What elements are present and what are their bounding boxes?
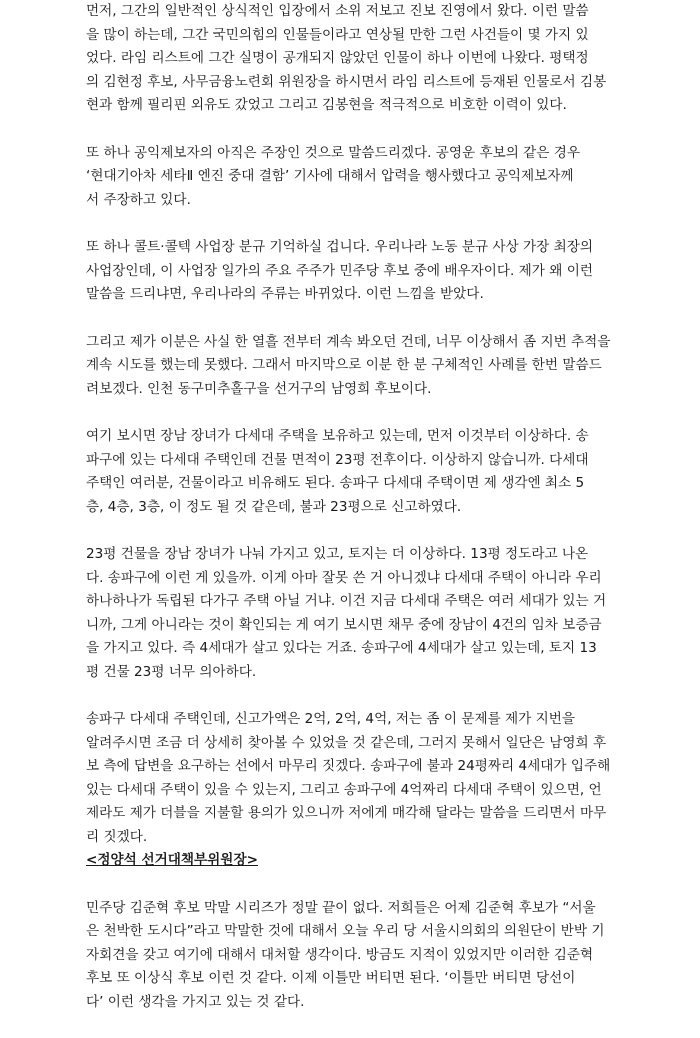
speaker-heading: <정양석 선거대책부위원장>: [86, 852, 258, 868]
document-page: [86, 0, 624, 1038]
paragraph-7: 송파구 다세대 주택인데, 신고가액은 2억, 2억, 4억, 저는 좀 이 문제를 제가 지번을 알려주시면 조금 더 상세히 찾아볼 수 있었을 것 같은데, 그러지 못해서 일단은 남영희 후 보 측에 답변을 요구하는 선에서 마무리 짓겠다. 송파구에 불과 24평짜리 4세대가 입주해 있는 다세대 주택이 있을 수 있는지, 그리고 송파구에 4억짜리 다세대 주택이 있으면, 언 제라도 제가 더블을 지불할 용의가 있으니까 저에게 매각해 달라는 말씀을 드리면서 마무 리 짓겠다.: [86, 711, 611, 845]
paragraph-3: 또 하나 콜트·콜텍 사업장 분규 기억하실 겁니다. 우리나라 노동 분규 사상 가장 최장의 사업장인데, 이 사업장 일가의 주요 주주가 민주당 후보 중에 배우자이다. 제가 왜 이런 말씀을 드리냐면, 우리나라의 주류는 바뀌었다. 이런 느낌을 받았다.: [86, 239, 593, 302]
paragraph-6: 23평 건물을 장남 장녀가 나눠 가지고 있고, 토지는 더 이상하다. 13평 정도라고 나온 다. 송파구에 이런 게 있을까. 이게 아마 잘못 쓴 거 아니겠냐 다세대 주택이 아니라 우리 하나하나가 독립된 다가구 주택 아닐 거냐. 이건 지금 다세대 주택은 여러 세대가 있는 거 니까, 그게 아니라는 것이 확인되는 게 여기 보시면 채무 중에 장남이 4건의 임차 보증금 을 가지고 있다. 즉 4세대가 살고 있다는 거죠. 송파구에 4세대가 살고 있는데, 토지 13 평 건물 23평 너무 의아하다.: [86, 546, 607, 680]
paragraph-2: 또 하나 공익제보자의 아직은 주장인 것으로 말씀드리겠다. 공영운 후보의 같은 경우 ‘현대기아차 세타Ⅱ 엔진 중대 결함’ 기사에 대해서 압력을 행사했다고 공익제보자께 서 주장하고 있다.: [86, 144, 581, 208]
paragraph-4: 그리고 제가 이분은 사실 한 열흘 전부터 계속 봐오던 건데, 너무 이상해서 좀 지번 추적을 계속 시도를 했는데 못했다. 그래서 마지막으로 이분 한 분 구체적인 사례를 한번 말씀드 려보겠다. 인천 동구미추홀구을 선거구의 남영희 후보이다.: [86, 333, 611, 397]
paragraph-1: 먼저, 그간의 일반적인 상식적인 입장에서 소위 저보고 진보 진영에서 왔다. 이런 말씀 을 많이 하는데, 그간 국민의힘의 인물들이라고 연상될 만한 그런 사건들이 몇 가지 있 었다. 라임 리스트에 그간 실명이 공개되지 않았던 인물이 하나 이번에 나왔다. 평택정 의 김현정 후보, 사무금융노련회 위원장을 하시면서 라임 리스트에 등재된 인물로서 김봉 현과 함께 필리핀 외유도 갔었고 그리고 김봉현을 적극적으로 비호한 이력이 있다.: [86, 3, 607, 113]
closing-paragraph: 민주당 김준혁 후보 막말 시리즈가 정말 끝이 없다. 저희들은 어제 김준혁 후보가 “서울 은 천박한 도시다”라고 막말한 것에 대해서 오늘 우리 당 서울시의회의 의원단이 반박 기 자회견을 갖고 여기에 대해서 대처할 생각이다. 방금도 지적이 있었지만 이러한 김준혁 후보 또 이상식 후보 이런 것 같다. 이제 이틀만 버티면 된다. ‘이틀만 버티면 당선이 다’ 이런 생각을 가지고 있는 것 같다.: [86, 899, 605, 1010]
paragraph-5: 여기 보시면 장남 장녀가 다세대 주택을 보유하고 있는데, 먼저 이것부터 이상하다. 송 파구에 있는 다세대 주택인데 건물 면적이 23평 전후이다. 이상하지 않습니까. 다세대 주택인 여러분, 건물이라고 비유해도 된다. 송파구 다세대 주택이면 제 생각엔 최소 5 층, 4층, 3층, 이 정도 될 것 같은데, 불과 23평으로 신고하였다.: [86, 428, 589, 515]
